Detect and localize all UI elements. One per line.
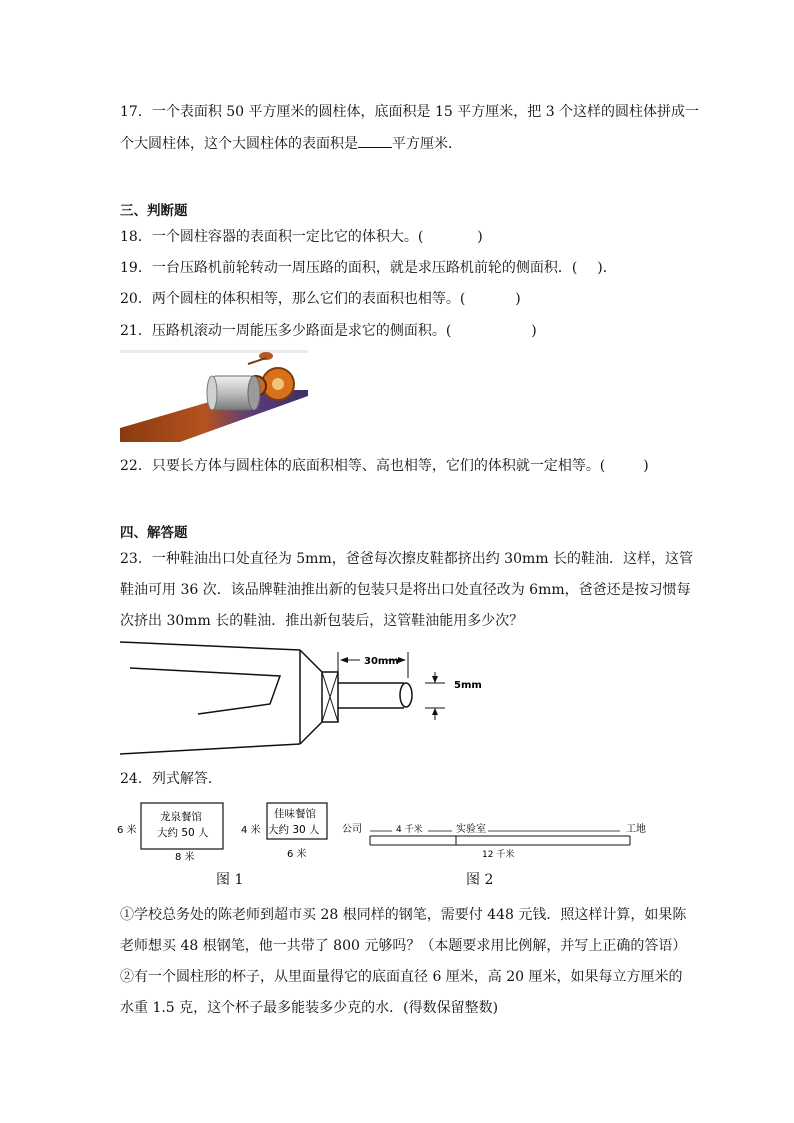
fig1-restaurant-2-capacity: 大约 30 人 [268, 824, 320, 836]
q17-line2-a: 个大圆柱体，这个大圆柱体的表面积是 [120, 136, 358, 152]
section3-title: 三、判断题 [120, 203, 188, 219]
q22-text: 22．只要长方体与圆柱体的底面积相等、高也相等，它们的体积就一定相等。( [120, 458, 606, 474]
fig1-caption: 图 1 [216, 872, 244, 888]
q17-line1: 17．一个表面积 50 平方厘米的圆柱体，底面积是 15 平方厘米，把 3 个这样的圆柱体拼成一 [120, 104, 700, 120]
q23-line2: 鞋油可用 36 次．该品牌鞋油推出新的包装只是将出口处直径改为 6mm，爸爸还是按习惯每 [120, 582, 691, 598]
q19 [120, 258, 617, 278]
fig1-length-label-1: 8 米 [175, 852, 195, 863]
fig1-length-label-2: 6 米 [287, 849, 307, 860]
tube-diameter-label: 5mm [454, 680, 482, 691]
q17-line2 [120, 133, 462, 154]
q23-line1: 23．一种鞋油出口处直径为 5mm，爸爸每次擦皮鞋都挤出约 30mm 长的鞋油．这样，这管 [120, 551, 693, 567]
q22-close: ) [643, 458, 649, 474]
q24-part2-line2: 水重 1.5 克，这个杯子最多能装多少克的水．(得数保留整数) [120, 1000, 499, 1016]
fig2-12km-label: 12 千米 [482, 850, 515, 860]
section4-title: 四、解答题 [120, 525, 188, 541]
q18-close: ) [477, 229, 483, 245]
fig2-4km-label: 4 千米 [396, 825, 423, 835]
fig1-width-label-1: 6 米 [117, 825, 137, 836]
q17-blank[interactable] [358, 133, 392, 148]
q21-close: ) [531, 323, 537, 339]
fig2-caption: 图 2 [466, 872, 494, 888]
figure-2-distance [340, 818, 660, 863]
q24-part1-line1: ①学校总务处的陈老师到超市买 28 根同样的钢笔，需要付 448 元钱．照这样计算，如果陈 [120, 907, 687, 923]
q24-part2-line1: ②有一个圆柱形的杯子，从里面量得它的底面直径 6 厘米，高 20 厘米，如果每立方厘米的 [120, 969, 683, 985]
fig1-restaurant-2-name: 佳味餐馆 [274, 808, 316, 820]
q21 [120, 321, 537, 341]
figure-1-restaurants [115, 798, 330, 863]
q20-text: 20．两个圆柱的体积相等，那么它们的表面积也相等。( [120, 291, 466, 307]
shoe-polish-tube-figure [120, 638, 490, 758]
fig2-lab-label: 实验室 [456, 824, 486, 835]
fig1-restaurant-1-name: 龙泉餐馆 [160, 811, 202, 823]
fig2-company-label: 公司 [342, 824, 362, 835]
q22 [120, 456, 649, 476]
q20-close: ) [515, 291, 521, 307]
q19-text: 19．一台压路机前轮转动一周压路的面积，就是求压路机前轮的侧面积．( [120, 260, 578, 276]
q24-part1-line2: 老师想买 48 根钢笔，他一共带了 800 元够吗？（本题要求用比例解，并写上正确的答语） [120, 938, 687, 954]
q23-line3: 次挤出 30mm 长的鞋油．推出新包装后，这管鞋油能用多少次？ [120, 613, 524, 629]
fig1-width-label-2: 4 米 [241, 825, 261, 836]
tube-length-label: 30mm [364, 656, 399, 667]
q20 [120, 289, 521, 309]
fig2-site-label: 工地 [626, 824, 646, 835]
q24-title: 24．列式解答． [120, 771, 222, 787]
q18 [120, 227, 483, 247]
q17-line2-b: 平方厘米． [392, 136, 462, 152]
q18-text: 18．一个圆柱容器的表面积一定比它的体积大。( [120, 229, 424, 245]
q21-text: 21．压路机滚动一周能压多少路面是求它的侧面积。( [120, 323, 452, 339]
q19-close: )． [597, 260, 617, 276]
fig1-restaurant-1-capacity: 大约 50 人 [157, 827, 209, 839]
road-roller-image [120, 350, 308, 442]
